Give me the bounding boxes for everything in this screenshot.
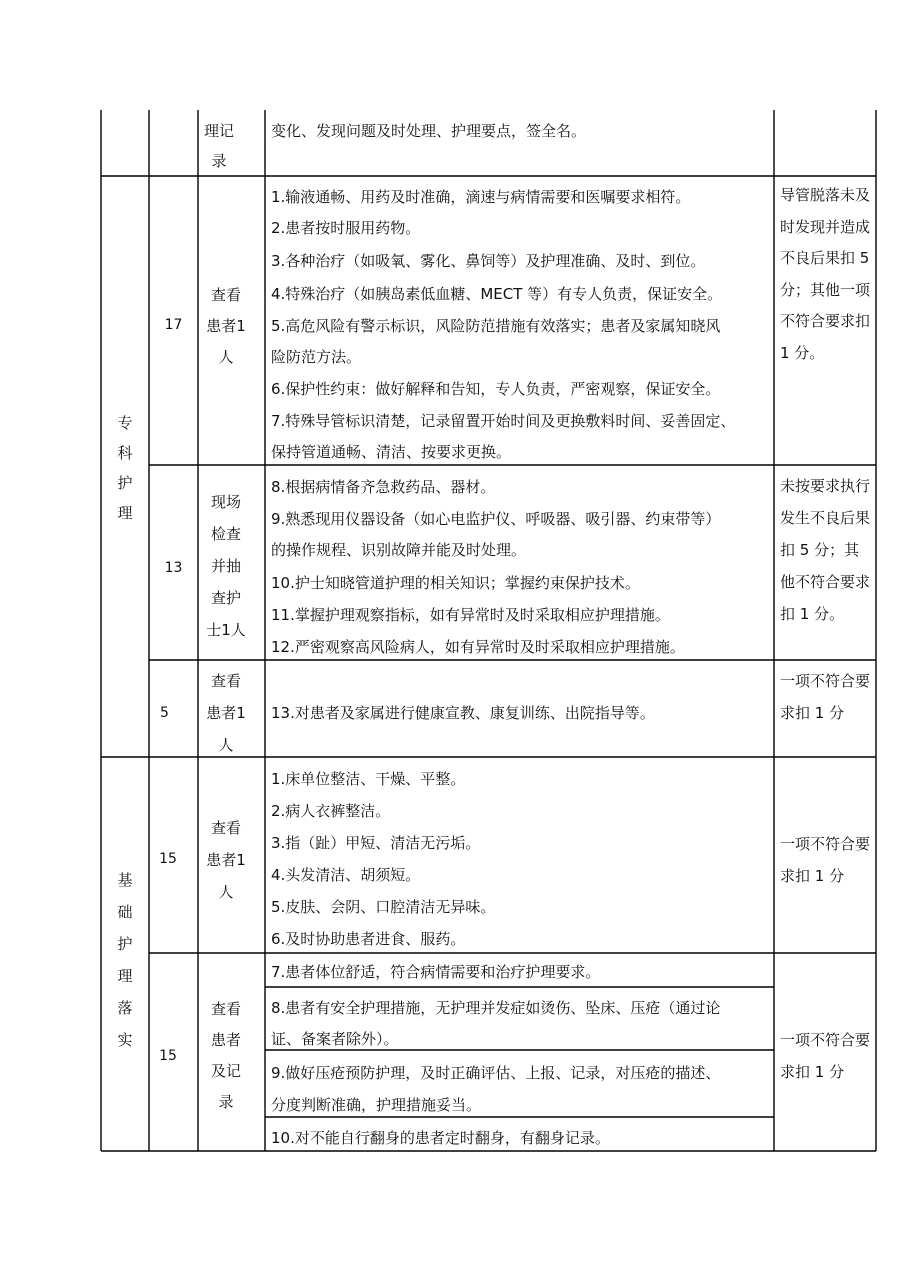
list-item: 8.根据病情备齐急救药品、器材。 bbox=[271, 478, 496, 496]
top-method-cell: 理记录 bbox=[203, 122, 234, 170]
score-cell: 15 bbox=[159, 1048, 177, 1064]
list-item: 3.指（趾）甲短、清洁无污垢。 bbox=[271, 834, 481, 852]
list-item: 2.患者按时服用药物。 bbox=[271, 219, 421, 237]
category-cell: 基础护理落实 bbox=[117, 871, 133, 1049]
list-item: 3.各种治疗（如吸氧、雾化、鼻饲等）及护理准确、及时、到位。 bbox=[271, 252, 706, 270]
score-cell: 15 bbox=[159, 851, 177, 867]
list-item: 2.病人衣裤整洁。 bbox=[271, 802, 391, 820]
list-item: 保持管道通畅、清洁、按要求更换。 bbox=[271, 443, 512, 461]
deduction-cell: 一项不符合要求扣 1 分 bbox=[780, 672, 871, 722]
method-cell: 查看患者1人 bbox=[206, 286, 246, 366]
list-item: 6.保护性约束：做好解释和告知，专人负责，严密观察，保证安全。 bbox=[271, 380, 721, 398]
list-item: 1.床单位整洁、干燥、平整。 bbox=[271, 770, 466, 788]
method-cell: 现场检查并抽查护士1人 bbox=[206, 493, 246, 639]
list-item: 10.护士知晓管道护理的相关知识；掌握约束保护技术。 bbox=[271, 574, 640, 592]
list-item: 险防范方法。 bbox=[271, 348, 362, 366]
list-item: 10.对不能自行翻身的患者定时翻身，有翻身记录。 bbox=[271, 1129, 610, 1147]
list-item: 8.患者有安全护理措施，无护理并发症如烫伤、坠床、压疮（通过论 bbox=[271, 999, 721, 1017]
deduction-cell: 导管脱落未及时发现并造成不良后果扣 5 分；其他一项不符合要求扣 1 分。 bbox=[780, 186, 871, 362]
list-item: 1.输液通畅、用药及时准确，滴速与病情需要和医嘱要求相符。 bbox=[271, 188, 691, 206]
deduction-cell: 一项不符合要求扣 1 分 bbox=[780, 835, 871, 885]
list-item: 11.掌握护理观察指标，如有异常时及时采取相应护理措施。 bbox=[271, 606, 670, 624]
method-cell: 查看患者1人 bbox=[206, 672, 246, 754]
method-cell: 查看患者及记录 bbox=[210, 1000, 241, 1111]
list-item: 9.做好压疮预防护理，及时正确评估、上报、记录，对压疮的描述、 bbox=[271, 1064, 721, 1082]
category-cell: 专科护理 bbox=[117, 414, 133, 522]
list-item: 13.对患者及家属进行健康宣教、康复训练、出院指导等。 bbox=[271, 704, 655, 722]
score-cell: 13 bbox=[164, 560, 183, 576]
list-item: 6.及时协助患者进食、服药。 bbox=[271, 930, 466, 948]
score-cell: 17 bbox=[164, 317, 183, 333]
list-item: 4.头发清洁、胡须短。 bbox=[271, 866, 421, 884]
list-item: 5.高危风险有警示标识，风险防范措施有效落实；患者及家属知晓风 bbox=[271, 317, 721, 335]
list-item: 12.严密观察高风险病人，如有异常时及时采取相应护理措施。 bbox=[271, 638, 685, 656]
list-item: 7.患者体位舒适，符合病情需要和治疗护理要求。 bbox=[271, 963, 601, 981]
score-cell: 5 bbox=[160, 705, 169, 721]
list-item: 分度判断准确，护理措施妥当。 bbox=[271, 1096, 482, 1114]
method-cell: 查看患者1人 bbox=[206, 819, 246, 901]
list-item: 的操作规程、识别故障并能及时处理。 bbox=[271, 541, 527, 559]
deduction-cell: 一项不符合要求扣 1 分 bbox=[780, 1031, 871, 1081]
deduction-cell: 未按要求执行发生不良后果扣 5 分；其他不符合要求扣 1 分。 bbox=[780, 477, 871, 623]
list-item: 证、备案者除外）。 bbox=[271, 1030, 399, 1048]
list-item: 4.特殊治疗（如胰岛素低血糖、MECT 等）有专人负责，保证安全。 bbox=[271, 285, 723, 303]
list-item: 9.熟悉现用仪器设备（如心电监护仪、呼吸器、吸引器、约束带等） bbox=[271, 510, 721, 528]
list-item: 5.皮肤、会阴、口腔清洁无异味。 bbox=[271, 898, 496, 916]
top-content-cell: 变化、发现问题及时处理、护理要点，签全名。 bbox=[271, 122, 587, 140]
list-item: 7.特殊导管标识清楚，记录留置开始时间及更换敷料时间、妥善固定、 bbox=[271, 412, 736, 430]
